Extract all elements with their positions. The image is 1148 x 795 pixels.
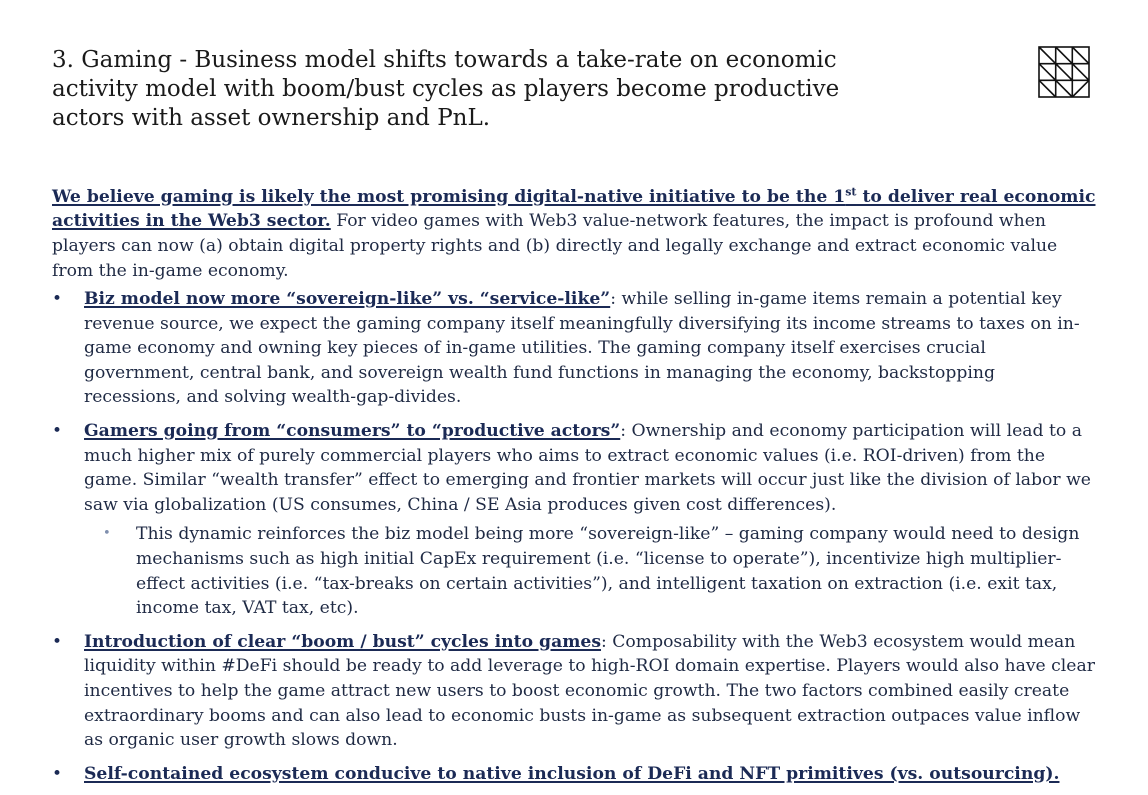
bullet-item <box>52 630 1097 753</box>
slide-title: 3. Gaming - Business model shifts towards a take-rate on economic activity model with boom/bust cycles as players become productive actors with asset ownership and PnL. <box>52 47 840 131</box>
sub-bullet-item <box>52 522 1097 620</box>
slide-body <box>52 180 1097 795</box>
bullet-heading: Gamers going from “consumers” to “productive actors” <box>84 421 621 442</box>
intro-rest: For video games with Web3 value-network features, the impact is profound when players can now (a) obtain digital property rights and (b) directly and legally exchange and extract economic value from the in-game economy. <box>52 211 1058 281</box>
bullet-text: : while selling in-game items remain a potential key revenue source, we expect the gaming company itself meaningfully diversifying its income streams to taxes on in-game economy and owning key pieces of in-game utilities. The gaming company itself exercises crucial government, central bank, and sovereign wealth fund functions in managing the economy, backstopping recessions, and solving wealth-gap-divides. <box>84 289 1080 408</box>
bullet-icon: • <box>52 289 63 310</box>
bullet-icon: • <box>52 763 63 784</box>
bullet-heading: Introduction of clear “boom / bust” cycles into games <box>84 631 602 652</box>
bullet-icon: • <box>52 631 63 652</box>
bullet-item <box>52 762 1097 787</box>
sub-bullet-text: This dynamic reinforces the biz model being more “sovereign-like” – gaming company would need to design mechanisms such as high initial CapEx requirement (i.e. “license to operate”), incentivize high multiplier-effect activities (i.e. “tax-breaks on certain activities”), and intelligent taxation on extraction (i.e. exit tax, income tax, VAT tax, etc). <box>136 524 1080 619</box>
grid-triangles-logo-icon <box>1038 46 1090 98</box>
sub-bullet-icon: • <box>103 526 111 542</box>
intro-lead: We believe gaming is likely the most promising digital-native initiative to be the 1st to deliver real economic activities in the Web3 sector. <box>52 185 1096 232</box>
bullet-text: : Ownership and economy participation will lead to a much higher mix of purely commercial players who aims to extract economic values (i.e. ROI-driven) from the game. Similar “wealth transfer” effect to emerging and frontier markets will occur just like the division of labor we saw via globalization (US consumes, China / SE Asia produces given cost differences). <box>84 421 1091 515</box>
bullet-heading: Biz model now more “sovereign-like” vs. “service-like” <box>84 289 611 310</box>
bullet-item <box>52 287 1097 410</box>
bullet-icon: • <box>52 421 63 442</box>
intro-paragraph <box>52 180 1097 283</box>
bullet-text: : Composability with the Web3 ecosystem would mean liquidity within #DeFi should be ready to add leverage to high-ROI domain expertise. Players would also have clear incentives to help the game attract new users to boost economic growth. The two factors combined easily create extraordinary booms and can also lead to economic busts in-game as subsequent extraction outpaces value inflow as organic user growth slows down. <box>84 631 1095 751</box>
bullet-heading: Self-contained ecosystem conducive to native inclusion of DeFi and NFT primitives (vs. outsourcing). <box>84 763 1060 784</box>
bullet-list <box>52 630 1097 787</box>
bullet-list <box>52 287 1097 517</box>
bullet-item <box>52 419 1097 517</box>
